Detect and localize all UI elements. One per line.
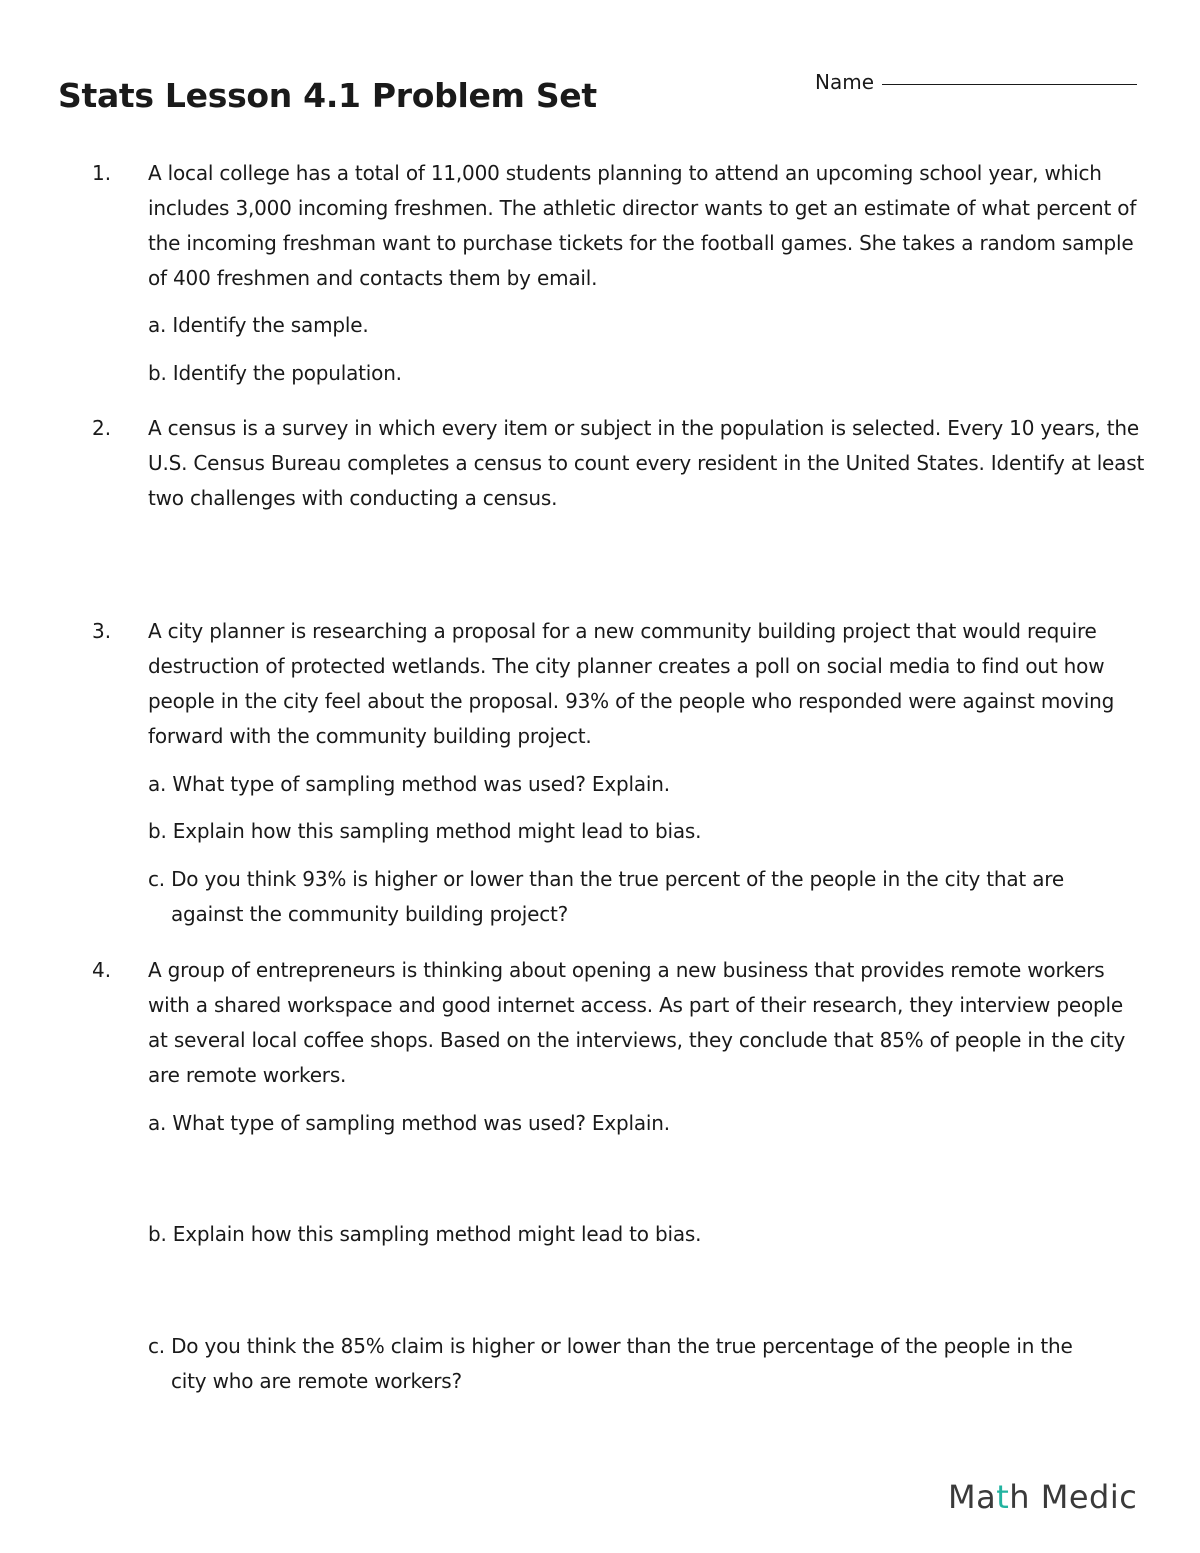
question-4c-line2: city who are remote workers?	[171, 1369, 462, 1393]
question-3a: a. What type of sampling method was used? Explain.	[148, 772, 670, 796]
question-4c	[148, 1329, 1148, 1399]
question-3c-line1: c. Do you think 93% is higher or lower than the true percent of the people in the city that are	[148, 867, 1064, 891]
question-1a: a. Identify the sample.	[148, 313, 369, 337]
question-1-text: A local college has a total of 11,000 students planning to attend an upcoming school year, which includes 3,000 incoming freshmen. The athletic director wants to get an estimate of what percent of the incoming freshman want to purchase tickets for the football games. She takes a random sample of 400 freshmen and contacts them by email.	[148, 161, 1137, 290]
question-2-number: 2.	[92, 416, 112, 440]
question-1b: b. Identify the population.	[148, 361, 402, 385]
question-4-number: 4.	[92, 958, 112, 982]
logo-text-part2: h Medic	[1009, 1478, 1138, 1516]
question-4b: b. Explain how this sampling method might lead to bias.	[148, 1222, 702, 1246]
question-2-text: A census is a survey in which every item or subject in the population is selected. Every 10 years, the U.S. Census Bureau completes a census to count every resident in the United States. Identify at least two challenges with conducting a census.	[148, 416, 1145, 510]
name-field	[815, 70, 1137, 94]
question-1-number: 1.	[92, 161, 112, 185]
logo-accent-letter: t	[996, 1478, 1010, 1516]
question-3b: b. Explain how this sampling method might lead to bias.	[148, 819, 702, 843]
math-medic-logo	[948, 1478, 1137, 1516]
logo-text-part1: Ma	[948, 1478, 997, 1516]
question-3c	[148, 862, 1148, 932]
name-label: Name	[815, 70, 875, 94]
question-3-number: 3.	[92, 619, 112, 643]
question-4c-line1: c. Do you think the 85% claim is higher or lower than the true percentage of the people in the	[148, 1334, 1073, 1358]
name-blank-line[interactable]	[882, 84, 1137, 85]
question-3c-line2: against the community building project?	[171, 902, 569, 926]
question-3-text: A city planner is researching a proposal for a new community building project that would require destruction of protected wetlands. The city planner creates a poll on social media to find out how people in the city feel about the proposal. 93% of the people who responded were against moving forward with the community building project.	[148, 619, 1115, 748]
question-4-text: A group of entrepreneurs is thinking about opening a new business that provides remote workers with a shared workspace and good internet access. As part of their research, they interview people at several local coffee shops. Based on the interviews, they conclude that 85% of people in the city are remote workers.	[148, 958, 1126, 1087]
question-4a: a. What type of sampling method was used? Explain.	[148, 1111, 670, 1135]
page-title: Stats Lesson 4.1 Problem Set	[58, 76, 597, 115]
